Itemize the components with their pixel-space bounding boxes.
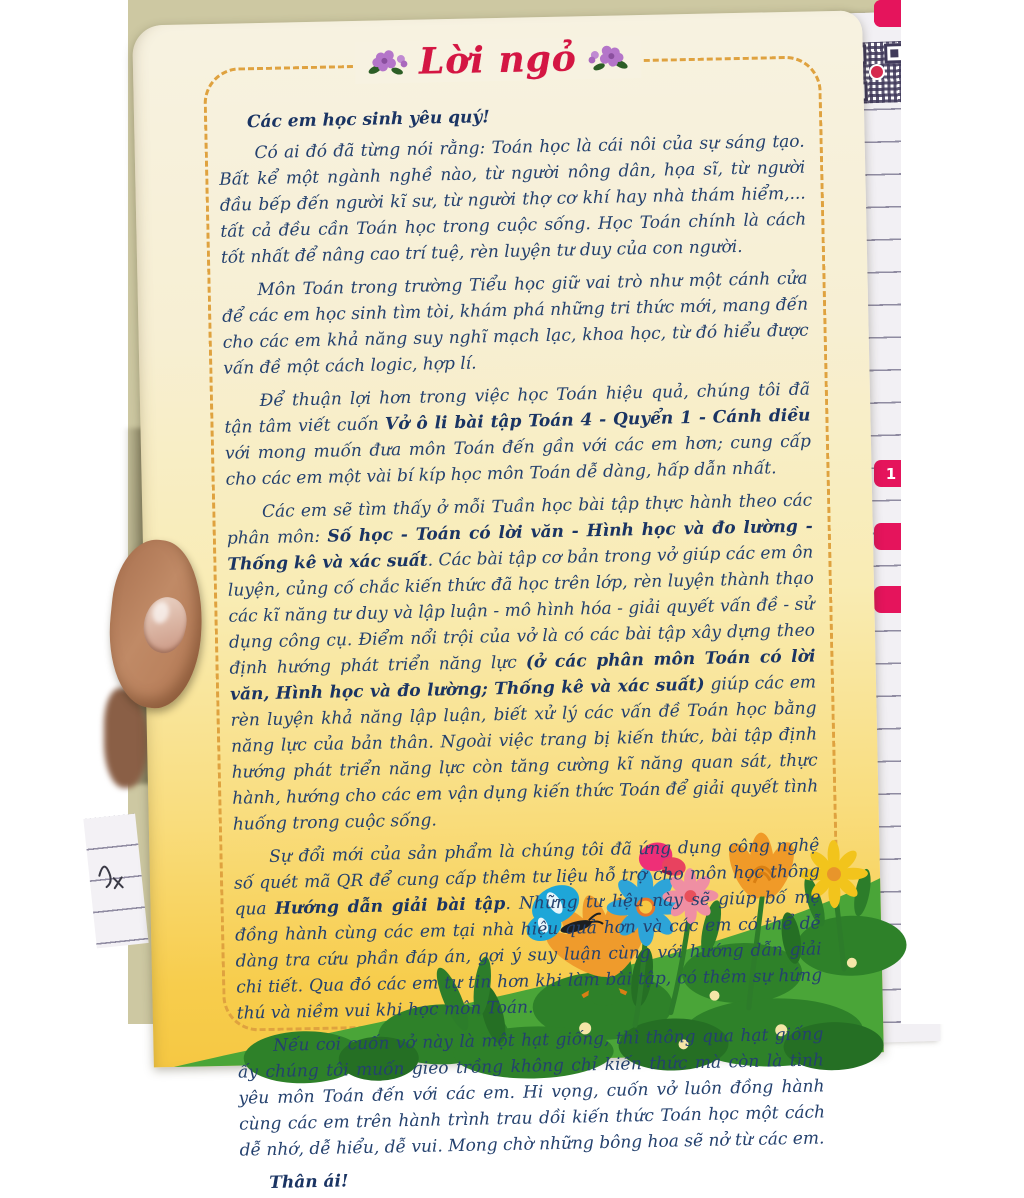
highlighted-text-run: Số học - Toán có lời văn - Hình học và đo lường - Thống kê và xác suất <box>227 516 813 575</box>
paragraph <box>219 129 808 271</box>
text-run: . Những tư liệu này sẽ giúp bố mẹ đồng hành cùng các em tại nhà hiệu quả hơn và các em có thể dễ dàng tra cứu phần đáp án, gợi ý suy luận cùng với hướng dẫn giải chi tiết. Qua đó các em tự tin hơn khi làm bài tập, có thêm sự hứng thú và niềm vui khi học môn Toán. <box>234 887 823 1024</box>
foreword-body <box>218 98 827 1197</box>
flower-ornament-icon <box>588 42 629 73</box>
highlighted-text-run: Hướng dẫn giải bài tập <box>274 894 506 919</box>
paragraph <box>226 488 819 838</box>
paragraph <box>224 377 812 493</box>
foreword-page <box>132 10 884 1194</box>
text-run: Môn Toán trong trường Tiểu học giữ vai trò như một cánh cửa để các em học sinh tìm tòi, khám phá những tri thức mới, mang đến cho các em khả năng suy nghĩ mạch lạc, khoa học, từ đó hiểu được vấn đề một cách logic, hợp lí. <box>221 268 809 379</box>
text-run: Có ai đó đã từng nói rằng: Toán học là cái nôi của sự sáng tạo. Bất kể một ngành nghề nào, từ người nông dân, họa sĩ, từ người đầu bếp đến người kĩ sư, từ người thợ cơ khí hay nhà thám hiểm,... tất cả đều cần Toán học trong cuộc sống. Học Toán chính là cách tốt nhất để nâng cao trí tuệ, rèn luyện tư duy của con người. <box>219 131 807 268</box>
paragraphs-container <box>219 129 826 1164</box>
signature-line: Thân ái! <box>269 1171 349 1194</box>
text-run: . Các bài tập cơ bản trong vở giúp các em ôn luyện, củng cố chắc kiến thức đã học trên lớp, rèn luyện thành thạo các kĩ năng tư duy và lập luận - mô hình hóa - giải quyết vấn đề - sử dụng công cụ. Điểm nổi trội của vở là có các bài tập xây dựng theo định hướng phát triển năng lực <box>227 542 816 679</box>
thumbnail <box>138 593 192 657</box>
text-run: Nếu coi cuốn vở này là một hạt giống, thì thông qua hạt giống ấy chúng tôi muốn gieo trồng không chỉ kiến thức mà còn là tình yêu môn Toán đến với các em. Hi vọng, cuốn vở luôn đồng hành cùng các em trên hành trình trau dồi kiến thức Toán học một cách dễ nhớ, dễ hiểu, dễ vui. Mong chờ những bông hoa sẽ nở từ các em. <box>237 1024 826 1161</box>
page-edge-right <box>901 0 1024 1024</box>
tab-label: 1 <box>885 464 897 483</box>
paragraph <box>237 1021 826 1163</box>
text-run: Các em sẽ tìm thấy ở mỗi Tuần học bài tập thực hành theo các phân môn: <box>226 490 813 549</box>
qr-logo-dot <box>869 64 886 81</box>
paragraph <box>221 266 809 382</box>
paragraph <box>233 832 823 1026</box>
page-title: Lời ngỏ <box>418 37 578 83</box>
greeting-line: Các em học sinh yêu quý! <box>246 107 490 133</box>
text-run: Sự đổi mới của sản phẩm là chúng tôi đã ứng dụng công nghệ số quét mã QR để cung cấp thêm tư liệu hỗ trợ cho môn học thông qua <box>233 835 821 920</box>
highlighted-text-run: (ở các phân môn Toán có lời văn, Hình học và đo lường; Thống kê và xác suất) <box>229 646 816 705</box>
flower-ornament-icon <box>367 47 408 78</box>
text-run: giúp các em rèn luyện khả năng lập luận, biết xử lý các vấn đề Toán học bằng năng lực của bản thân. Ngoài việc trang bị kiến thức, bài tập định hướng phát triển năng lực còn tăng cường kĩ năng quan sát, thực hành, hướng cho các em vận dụng kiến thức Toán để giải quyết tình huống trong cuộc sống. <box>230 672 819 835</box>
title-band <box>355 36 642 84</box>
text-run: với mong muốn đưa môn Toán đến gần với các em hơn; cung cấp cho các em một vài bí kíp học môn Toán dễ dàng, hấp dẫn nhất. <box>224 431 812 490</box>
text-run: Để thuận lợi hơn trong việc học Toán hiệu quả, chúng tôi đã tận tâm viết cuốn <box>224 379 811 438</box>
highlighted-text-run: Vở ô li bài tập Toán 4 - Quyển 1 - Cánh diều <box>384 405 811 435</box>
